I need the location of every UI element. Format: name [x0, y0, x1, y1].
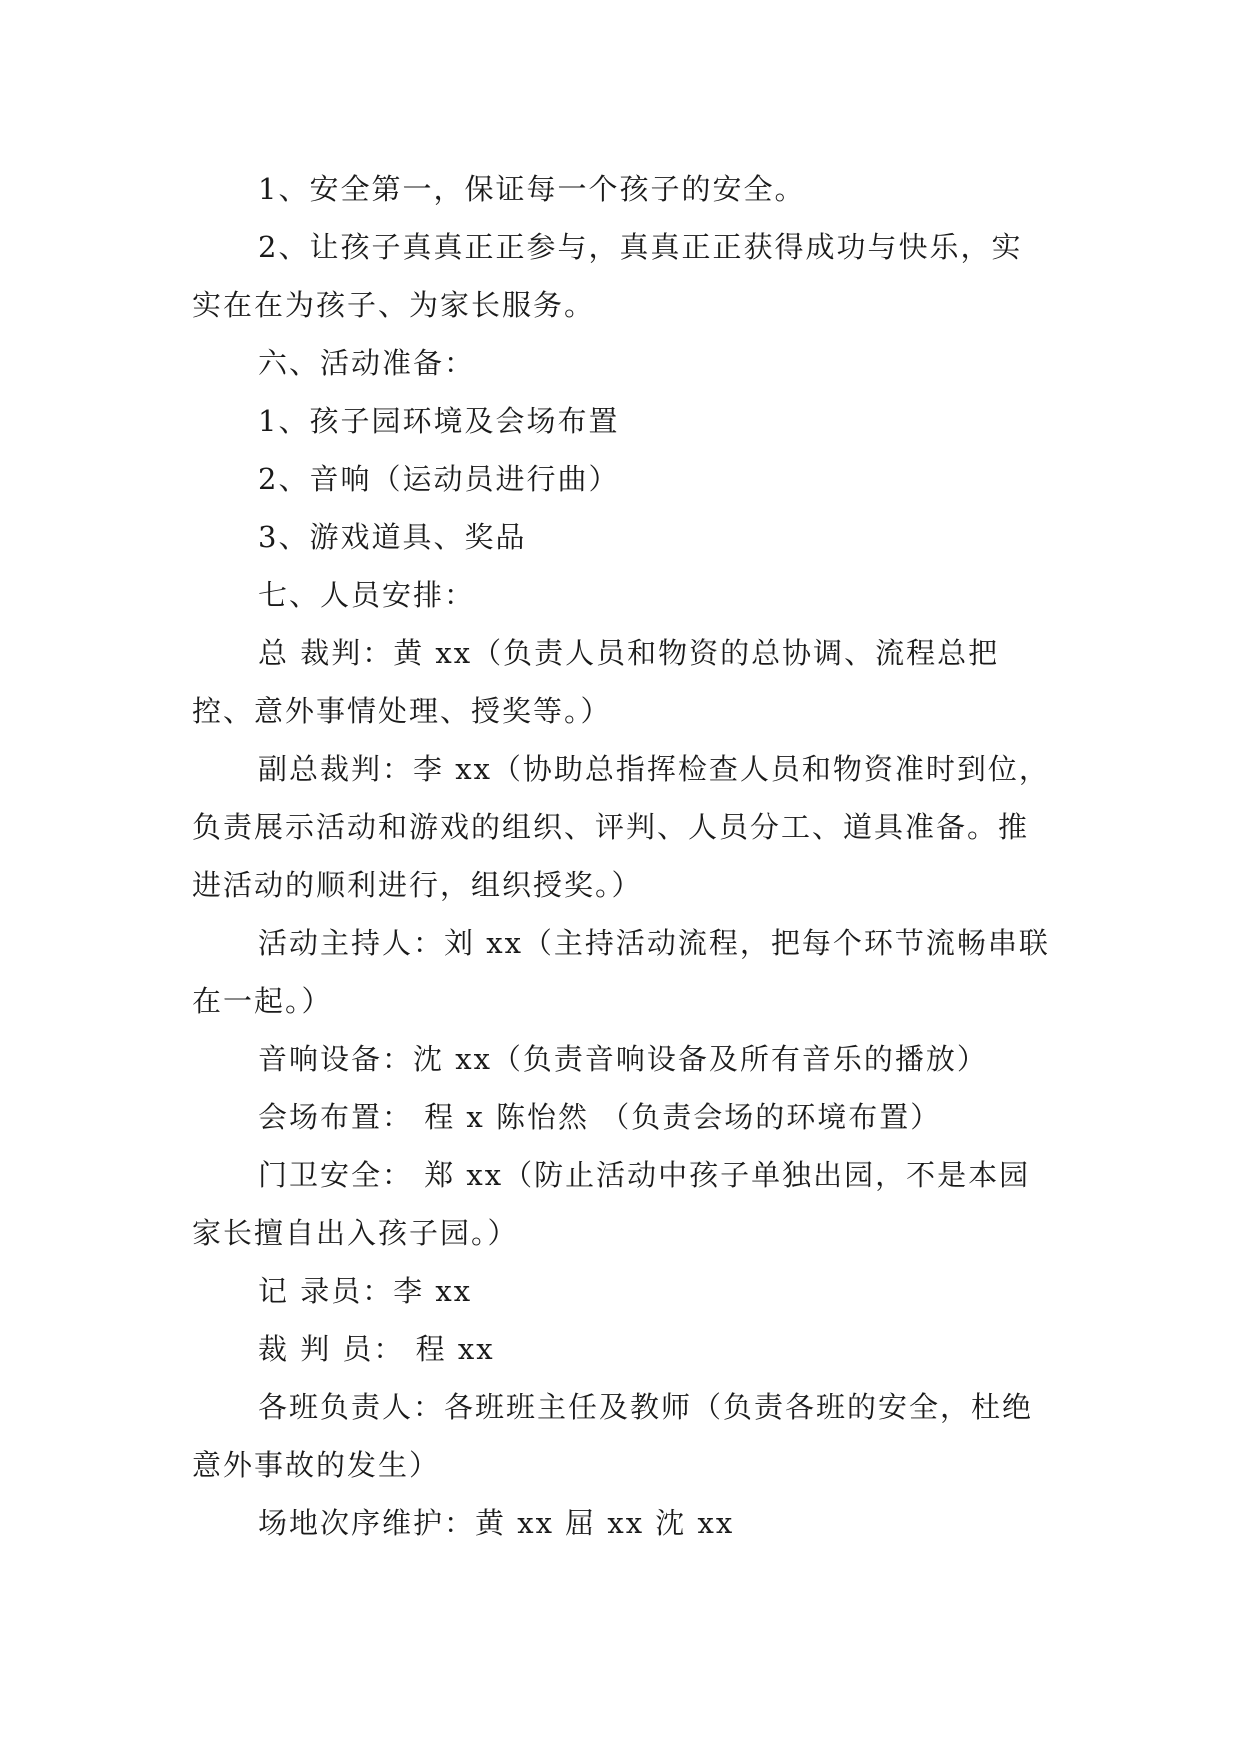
paragraph-recorder: 记 录员：李 xx — [258, 1274, 473, 1308]
paragraph-class-leads: 各班负责人：各班班主任及教师（负责各班的安全，杜绝意外事故的发生） — [192, 1390, 1034, 1482]
paragraph-venue-setup: 会场布置： 程 x 陈怡然 （负责会场的环境布置） — [258, 1100, 942, 1134]
paragraph-chief-referee: 总 裁判：黄 xx（负责人员和物资的总协调、流程总把控、意外事情处理、授奖等。） — [192, 636, 1000, 728]
paragraph-participation: 2、让孩子真真正正参与，真真正正获得成功与快乐，实实在在为孩子、为家长服务。 — [192, 230, 1023, 322]
paragraph-deputy-referee: 副总裁判：李 xx（协助总指挥检查人员和物资准时到位，负责展示活动和游戏的组织、评判、人员分工、道具准备。推进活动的顺利进行，组织授奖。） — [192, 752, 1050, 902]
paragraph-host: 活动主持人：刘 xx（主持活动流程，把每个环节流畅串联在一起。） — [192, 926, 1050, 1018]
section-heading-preparation: 六、活动准备： — [258, 346, 476, 380]
paragraph-audio-equipment: 音响设备：沈 xx（负责音响设备及所有音乐的播放） — [258, 1042, 988, 1076]
paragraph-prep-props: 3、游戏道具、奖品 — [258, 520, 527, 554]
paragraph-order-maintenance: 场地次序维护：黄 xx 屈 xx 沈 xx — [258, 1506, 735, 1540]
paragraph-gate-security: 门卫安全： 郑 xx（防止活动中孩子单独出园，不是本园家长擅自出入孩子园。） — [192, 1158, 1031, 1250]
paragraph-prep-environment: 1、孩子园环境及会场布置 — [258, 404, 620, 438]
section-heading-staffing: 七、人员安排： — [258, 578, 476, 612]
document-body — [192, 160, 1052, 1552]
paragraph-safety-first: 1、安全第一，保证每一个孩子的安全。 — [258, 172, 806, 206]
paragraph-referees: 裁 判 员： 程 xx — [258, 1332, 495, 1366]
paragraph-prep-audio: 2、音响（运动员进行曲） — [258, 462, 620, 496]
